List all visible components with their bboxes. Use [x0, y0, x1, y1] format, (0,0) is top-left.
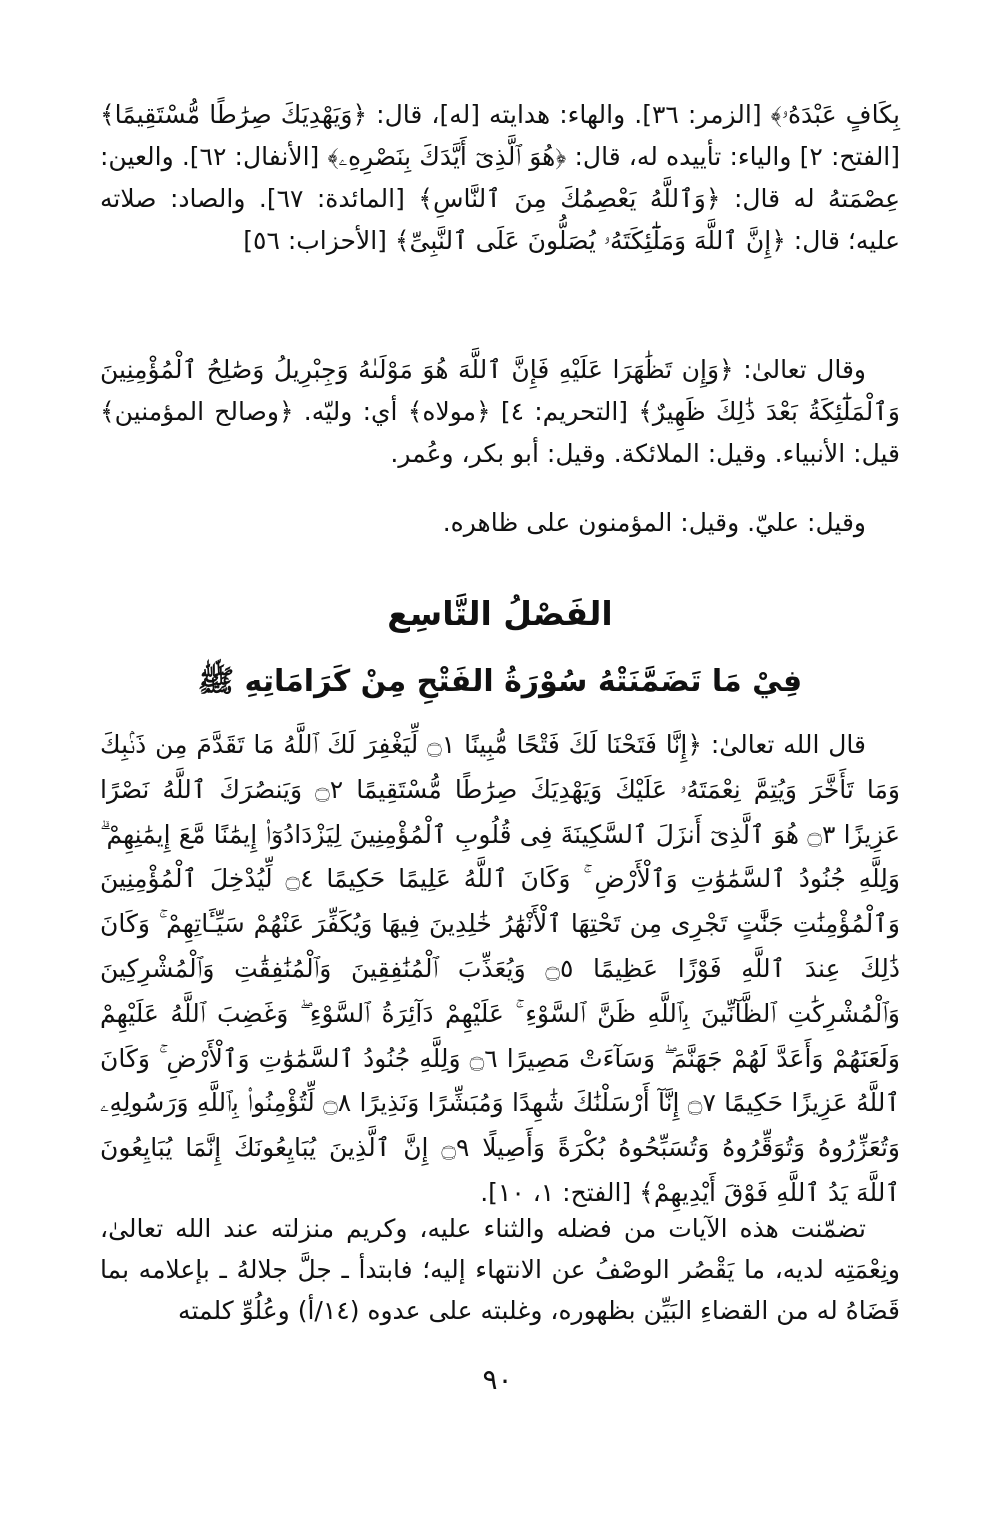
chapter-title: الفَصْلُ التَّاسِع: [387, 594, 613, 633]
quran-passage-al-fath: قال الله تعالىٰ: ﴿إِنَّا فَتَحْنَا لَكَ فَتْحًا مُّبِينًا ۝١ لِّيَغْفِرَ لَكَ ٱللَّهُ مَا تَقَدَّمَ مِن ذَنۢبِكَ وَمَا تَأَخَّرَ وَيُتِمَّ نِعْمَتَهُۥ عَلَيْكَ وَيَهْدِيَكَ صِرَٰطًا مُّسْتَقِيمًا ۝٢ وَيَنصُرَكَ ٱللَّهُ نَصْرًا عَزِيزًا ۝٣ هُوَ ٱلَّذِىٓ أَنزَلَ ٱلسَّكِينَةَ فِى قُلُوبِ ٱلْمُؤْمِنِينَ لِيَزْدَادُوٓا۟ إِيمَٰنًا مَّعَ إِيمَٰنِهِمْ ۗ وَلِلَّهِ جُنُودُ ٱلسَّمَٰوَٰتِ وَٱلْأَرْضِ ۚ وَكَانَ ٱللَّهُ عَلِيمًا حَكِيمًا ۝٤ لِّيُدْخِلَ ٱلْمُؤْمِنِينَ وَٱلْمُؤْمِنَٰتِ جَنَّٰتٍ تَجْرِى مِن تَحْتِهَا ٱلْأَنْهَٰرُ خَٰلِدِينَ فِيهَا وَيُكَفِّرَ عَنْهُمْ سَيِّـَٔاتِهِمْ ۚ وَكَانَ ذَٰلِكَ عِندَ ٱللَّهِ فَوْزًا عَظِيمًا ۝٥ وَيُعَذِّبَ ٱلْمُنَٰفِقِينَ وَٱلْمُنَٰفِقَٰتِ وَٱلْمُشْرِكِينَ وَٱلْمُشْرِكَٰتِ ٱلظَّآنِّينَ بِٱللَّهِ ظَنَّ ٱلسَّوْءِ ۚ عَلَيْهِمْ دَآئِرَةُ ٱلسَّوْءِ ۖ وَغَضِبَ ٱللَّهُ عَلَيْهِمْ وَلَعَنَهُمْ وَأَعَدَّ لَهُمْ جَهَنَّمَ ۖ وَسَآءَتْ مَصِيرًا ۝٦ وَلِلَّهِ جُنُودُ ٱلسَّمَٰوَٰتِ وَٱلْأَرْضِ ۚ وَكَانَ ٱللَّهُ عَزِيزًا حَكِيمًا ۝٧ إِنَّآ أَرْسَلْنَٰكَ شَٰهِدًا وَمُبَشِّرًا وَنَذِيرًا ۝٨ لِّتُؤْمِنُوا۟ بِٱللَّهِ وَرَسُولِهِۦ وَتُعَزِّرُوهُ وَتُوَقِّرُوهُ وَتُسَبِّحُوهُ بُكْرَةً وَأَصِيلًا ۝٩ إِنَّ ٱلَّذِينَ يُبَايِعُونَكَ إِنَّمَا يُبَايِعُونَ ٱللَّهَ يَدُ ٱللَّهِ فَوْقَ أَيْدِيهِمْ﴾ [الفتح: ١، ١٠].: [100, 730, 901, 1207]
chapter-subtitle: فِيْ مَا تَضَمَّنَتْهُ سُوْرَةُ الفَتْحِ مِنْ كَرَامَاتِهِ ﷺ: [197, 664, 803, 699]
paragraph-tahrim-verse: وقال تعالىٰ: ﴿وَإِن تَظَٰهَرَا عَلَيْهِ فَإِنَّ ٱللَّهَ هُوَ مَوْلَىٰهُ وَجِبْرِيلُ وَصَٰلِحُ ٱلْمُؤْمِنِينَ وَٱلْمَلَٰٓئِكَةُ بَعْدَ ذَٰلِكَ ظَهِيرٌ﴾ [التحريم: ٤] ﴿مولاه﴾ أي: وليّه. ﴿وصالح المؤمنين﴾ قيل: الأنبياء. وقيل: الملائكة. وقيل: أبو بكر، وعُمر.: [100, 355, 900, 468]
paragraph-letters-meaning: بِكَافٍ عَبْدَهُۥ﴾ [الزمر: ٣٦]. والهاء: هدايته [له]، قال: ﴿وَيَهْدِيَكَ صِرَٰطًا مُّسْتَقِيمًا﴾ [الفتح: ٢] والياء: تأييده له، قال: ﴿هُوَ ٱلَّذِىٓ أَيَّدَكَ بِنَصْرِهِۦ﴾ [الأنفال: ٦٢]. والعين: عِصْمَتهُ له قال: ﴿وَٱللَّهُ يَعْصِمُكَ مِنَ ٱلنَّاسِ﴾ [المائدة: ٦٧]. والصاد: صلاته عليه؛ قال: ﴿إِنَّ ٱللَّهَ وَمَلَٰٓئِكَتَهُۥ يُصَلُّونَ عَلَى ٱلنَّبِىِّ﴾ [الأحزاب: ٥٦]: [100, 100, 901, 255]
page-number: ٩٠: [482, 1363, 513, 1396]
paragraph-other-sayings: وقيل: عليّ. وقيل: المؤمنون على ظاهره.: [442, 508, 866, 537]
paragraph-commentary: تضمّنت هذه الآيات من فضله والثناء عليه، وكريم منزلته عند الله تعالىٰ، ونِعْمَتِه لديه، ما يَقْصُر الوصْفُ عن الانتهاء إليه؛ فابتدأ ـ جلَّ جلالهُ ـ بإعلامه بما قَضَاهُ له من القضاءِ البَيِّن بظهوره، وغلبته على عدوه (١٤/أ) وعُلُوِّ كلمته: [100, 1214, 900, 1325]
